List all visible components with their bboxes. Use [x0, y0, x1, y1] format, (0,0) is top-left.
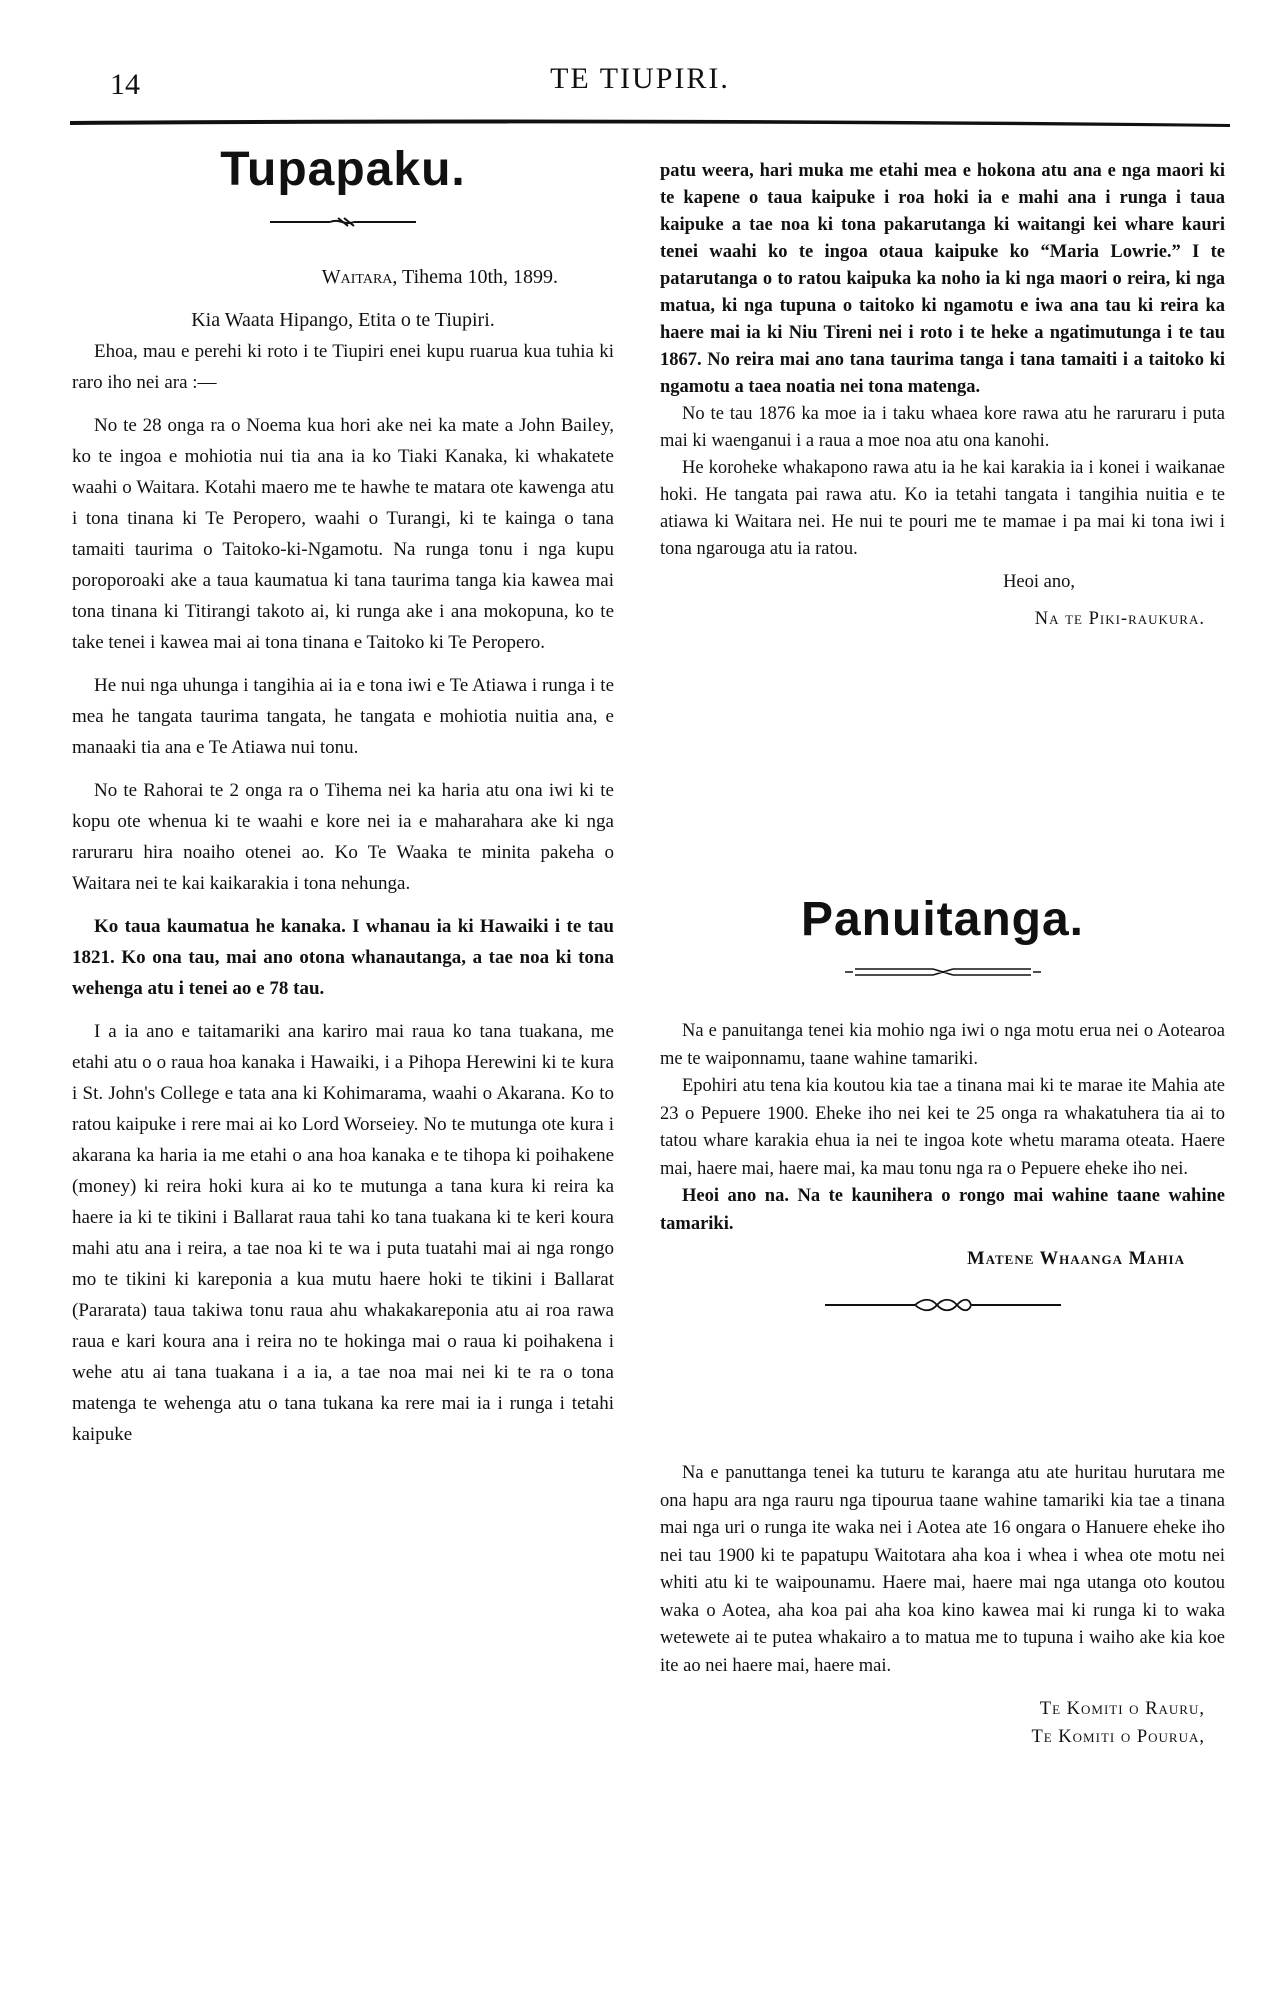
title-ornament	[268, 214, 418, 228]
paragraph: Heoi ano na. Na te kaunihera o rongo mai wahine taane wahine tamariki.	[660, 1186, 1225, 1234]
panuitanga-title: Panuitanga.	[800, 893, 1085, 946]
signature: Matene Whaanga Mahia	[967, 1249, 1185, 1269]
paragraph: Ko taua kaumatua he kanaka. I whanau ia ki Hawaiki i te tau 1821. Ko ona tau, mai ano otona whanautanga, a tae noa ki tona wehenga atu i tenei ao e 78 tau.	[72, 916, 614, 999]
paragraph: He koroheke whakapono rawa atu ia he kai karakia ia i konei i waikanae hoki. He tangata pai rawa atu. Ko ia tetahi tangata i tangihia nuitia e te atiawa ki Waitara nei. He nui te pouri me te mamae i pa mai ki tona iwi i tona ngarouga atu ia ratou.	[660, 458, 1225, 559]
notice-2	[660, 1460, 1225, 1751]
dateline-place: Waitara	[321, 266, 393, 288]
paragraph: Na e panuitanga tenei kia mohio nga iwi o nga motu erua nei o Aotearoa me te waiponnamu, taane wahine tamariki.	[660, 1021, 1225, 1069]
paragraph: patu weera, hari muka me etahi mea e hokona atu ana e nga maori ki te kapene o taua kaipuke i roa hoki ia e mahi ana i runga i taua kaipuke a tae noa ki tona pakarutanga ki waitangi kei whare kauri tenei waahi ko te ingoa otaua kaipuke ko “Maria Lowrie.” I te patarutanga o to ratou kaipuka ka noho ia ki nga maori o reira, ki nga matua, ki nga tupuna o taitoko ki ngamotu e iwa ana tau ki reira ka haere mai ia ki Niu Tireni nei i roto i te heke a ngatimutunga i te tau 1867. No reira mai ano tana taurima tanga i tana tamaiti i a taitoko ki ngamotu a taea noatia nei tona matenga.	[660, 161, 1225, 397]
paragraph: Na e panuttanga tenei ka tuturu te karanga atu ate huritau hurutara me ona hapu ara nga rauru nga tipourua taane wahine tamariki kia tae a tinana mai nga uri o runga ite waka nei i Aotea ate 16 ongara o Hanuere eheke iho nei tau 1900 ki te papatupu Waitotara aha koa i whea i whea ote motu nei whiti atu ki te waipounamu. Haere mai, haere mai nga utanga oto koutou waka o Aotea, aha koa pai aha koa kino kawea mai ki runga ki to waka wetewete ai te putea whakairo a to matua me to tupuna i waiho ake kia koe ite ao nei haere mai, haere mai.	[660, 1463, 1225, 1676]
paragraph: No te Rahorai te 2 onga ra o Tihema nei ka haria atu ona iwi ki te kopu ote whenua ki te waahi e kore nei ia e maharahara ake ki nga raruraru hira noaiho otenei ao. Ko Te Waaka te minita pakeha o Waitara nei te kai kaikarakia i tona nehunga.	[72, 780, 614, 894]
notice-1	[660, 1018, 1225, 1314]
signature: Na te Piki-raukura.	[1034, 609, 1205, 629]
running-title: TE TIUPIRI.	[550, 62, 730, 95]
header-rule	[70, 118, 1230, 128]
paragraph: He nui nga uhunga i tangihia ai ia e tona iwi e Te Atiawa i runga i te mea he tangata taurima tangata, he tangata e mohiotia nuitia ana, e manaaki tia ana e Te Atiawa nui tonu.	[72, 675, 614, 758]
tupapaku-continuation	[660, 158, 1225, 633]
divider-ornament	[823, 1296, 1063, 1314]
paragraph: I a ia ano e taitamariki ana kariro mai raua ko tana tuakana, me etahi atu o o raua hoa kanaka i Hawaiki, i a Pihopa Herewini ki te kura i St. John's College e tata ana ki Kohimarama, waahi o Akarana. Ko to ratou kaipuke i rere mai ai ko Lord Worseiey. No te mutunga ote kura i akarana ka haria ia me etahi o ana hoa kanaka e te tihopa ki poihakene (money) ki reira hoki kura ai ko te mutunga a tana kura ki reira ka haere ia ki te tikini i Ballarat raua tahi ko tana tuakana ki te keri koura mahi atu ana i reira, a tae noa ki te wa i puta tuatahi mai ai nga rongo mo te tikini ki kareponia a kua mutu haere hoki te tikini i Ballarat (Pararata) taua takiwa tonu raua ahu whakakareponia atu ai roa rawa raua e kari koura ana i reira no te hokinga mai o raua ki poihakena i wehe atu ai tana tuakana i a ia, a tae noa mai nei ki te ra o tona matenga te wehenga atu o tana tukana ka rere mai ia i runga i tetahi kaipuke	[72, 1021, 614, 1445]
dateline-date: , Tihema 10th, 1899.	[392, 266, 558, 288]
tupapaku-title: Tupapaku.	[220, 143, 466, 196]
signature: Te Komiti o Pourua,	[1031, 1726, 1205, 1747]
signature: Te Komiti o Rauru,	[1039, 1699, 1205, 1719]
paragraph: No te tau 1876 ka moe ia i taku whaea kore rawa atu he raruraru i puta mai ki waenganui i a raua a moe noa atu ona kanohi.	[660, 404, 1225, 451]
paragraph: Ehoa, mau e perehi ki roto i te Tiupiri enei kupu ruarua kua tuhia ki raro iho nei ara :—	[72, 341, 614, 393]
paragraph: No te 28 onga ra o Noema kua hori ake nei ka mate a John Bailey, ko te ingoa e mohiotia nui tia ana ia ko Tiaki Kanaka, ki whakatete waahi o Waitara. Kotahi maero me te hawhe te matara ote kawenga atu i tona tinana ki Te Peropero, waahi o Turangi, ki te kainga o tana tamaiti taurima o Taitoko-ki-Ngamotu. Na runga tonu i nga kupu poroporoaki ake a taua kaumatua ki tana taurima tanga kia kawea mai tona tinana ki Titirangi takoto ai, ki runga ake i ana mokopuna, ko te take tenei i kawea mai ai tona tinana e Taitoko ki Te Peropero.	[72, 415, 614, 653]
salutation: Kia Waata Hipango, Etita o te Tiupiri.	[191, 309, 495, 331]
tupapaku-article	[72, 140, 614, 1450]
closing: Heoi ano,	[1003, 572, 1075, 592]
paragraph: Epohiri atu tena kia koutou kia tae a tinana mai ki te marae ite Mahia ate 23 o Pepuere 1900. Eheke iho nei kei te 25 onga ra whakatuhera tia ai to tatou whare karakia ehua ia nei te ingoa kote whetu marama oteata. Haere mai, haere mai, haere mai, ka mau tonu nga ra o Pepuere eheke iho nei.	[660, 1076, 1225, 1179]
page-number: 14	[110, 68, 140, 101]
dateline	[72, 262, 614, 293]
panuitanga-section	[660, 890, 1225, 980]
title-ornament	[843, 964, 1043, 980]
